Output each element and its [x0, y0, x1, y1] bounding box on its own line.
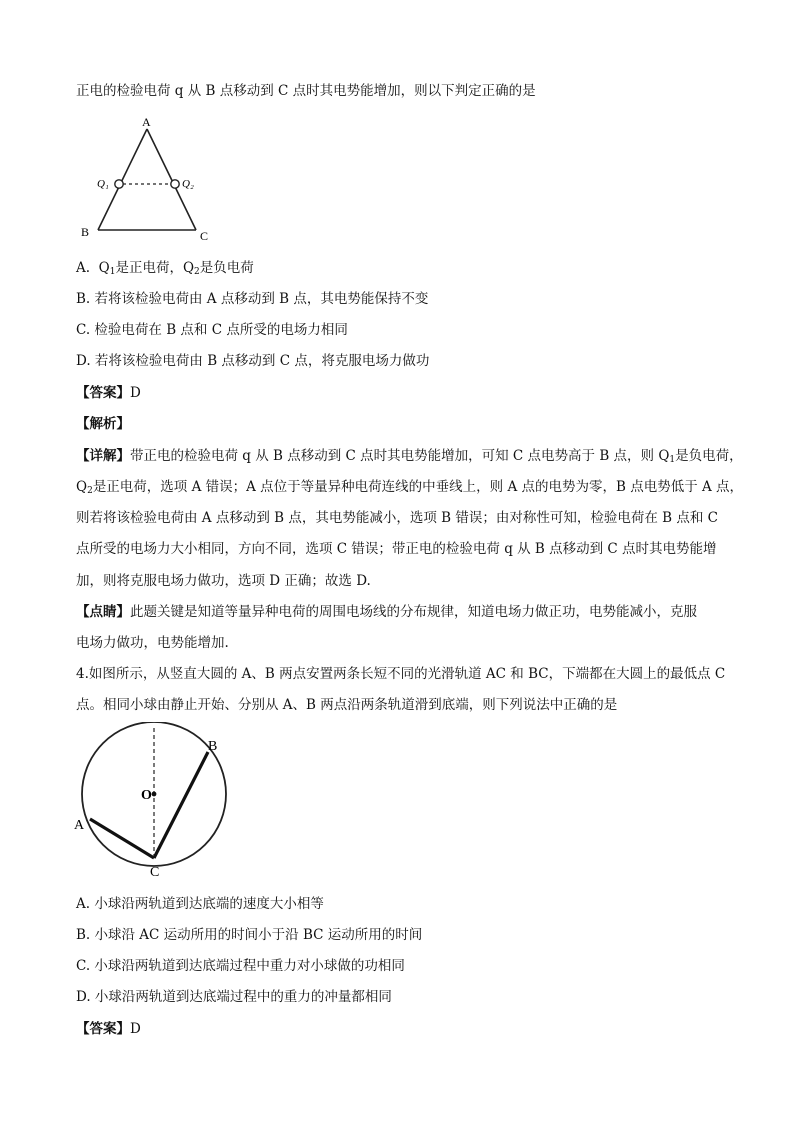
label-q2: Q₂ — [182, 178, 194, 190]
label-a: A — [142, 115, 151, 129]
q4-option-d: D. 小球沿两轨道到达底端过程中的重力的冲量都相同 — [76, 989, 392, 1005]
q3-detail-line-1: 【详解】带正电的检验电荷 q 从 B 点移动到 C 点时其电势能增加，可知 C 点电势高于 B 点，则 $Q_1$是负电荷， — [76, 448, 743, 465]
q3-comment-line-2: 电场力做功，电势能增加. — [76, 635, 229, 651]
label-b: B — [208, 739, 218, 754]
q3-detail-line-5: 加，则将克服电场力做功，选项 D 正确；故选 D. — [76, 573, 371, 589]
label-b: B — [81, 225, 90, 239]
q3-triangle-figure — [76, 112, 221, 244]
label-c: C — [200, 229, 209, 243]
q3-option-c: C. 检验电荷在 B 点和 C 点所受的电场力相同 — [76, 322, 348, 338]
q3-answer: 【答案】D — [76, 385, 141, 401]
q2-charge — [171, 180, 179, 188]
q4-stem-line-1: 4.如图所示，从竖直大圆的 A、B 两点安置两条长短不同的光滑轨道 AC 和 BC，下端都在大圆上的最低点 C — [76, 666, 726, 682]
label-a: A — [74, 818, 85, 833]
q3-detail-line-3: 则若将该检验电荷由 A 点移动到 B 点，其电势能减小，选项 B 错误；由对称性可知，检验电荷在 B 点和 C — [76, 510, 718, 526]
q3-stem: 正电的检验电荷 q 从 B 点移动到 C 点时其电势能增加，则以下判定正确的是 — [76, 83, 536, 99]
q4-circle-figure — [72, 722, 240, 882]
track-ac — [90, 819, 154, 858]
q3-detail-line-4: 点所受的电场力大小相同，方向不同，选项 C 错误；带正电的检验电荷 q 从 B 点移动到 C 点时其电势能增 — [76, 541, 717, 557]
q4-option-c: C. 小球沿两轨道到达底端过程中重力对小球做的功相同 — [76, 958, 405, 974]
q3-option-d: D. 若将该检验电荷由 B 点移动到 C 点，将克服电场力做功 — [76, 353, 430, 369]
q4-stem-line-2: 点。相同小球由静止开始、分别从 A、B 两点沿两条轨道滑到底端，则下列说法中正确的是 — [76, 697, 618, 713]
q3-detail-line-2: $Q_2$是正电荷，选项 A 错误；A 点位于等量异种电荷连线的中垂线上，则 A 点的电势为零，B 点电势低于 A 点， — [76, 479, 744, 496]
q4-option-b: B. 小球沿 AC 运动所用的时间小于沿 BC 运动所用的时间 — [76, 927, 423, 943]
q3-comment-line-1: 【点睛】此题关键是知道等量异种电荷的周围电场线的分布规律，知道电场力做正功，电势能减小，克服 — [76, 604, 697, 620]
q3-option-b: B. 若将该检验电荷由 A 点移动到 B 点，其电势能保持不变 — [76, 291, 429, 307]
label-o: O — [141, 788, 152, 803]
q3-analysis-label: 【解析】 — [76, 416, 130, 432]
label-q1: Q₁ — [97, 178, 109, 190]
track-bc — [154, 752, 208, 858]
label-c: C — [150, 865, 160, 880]
q4-option-a: A. 小球沿两轨道到达底端的速度大小相等 — [76, 896, 324, 912]
q4-answer: 【答案】D — [76, 1021, 141, 1037]
q3-option-a: A. $Q_1$是正电荷，$Q_2$是负电荷 — [76, 260, 254, 277]
center-o-dot — [152, 792, 157, 797]
q1-charge — [115, 180, 123, 188]
